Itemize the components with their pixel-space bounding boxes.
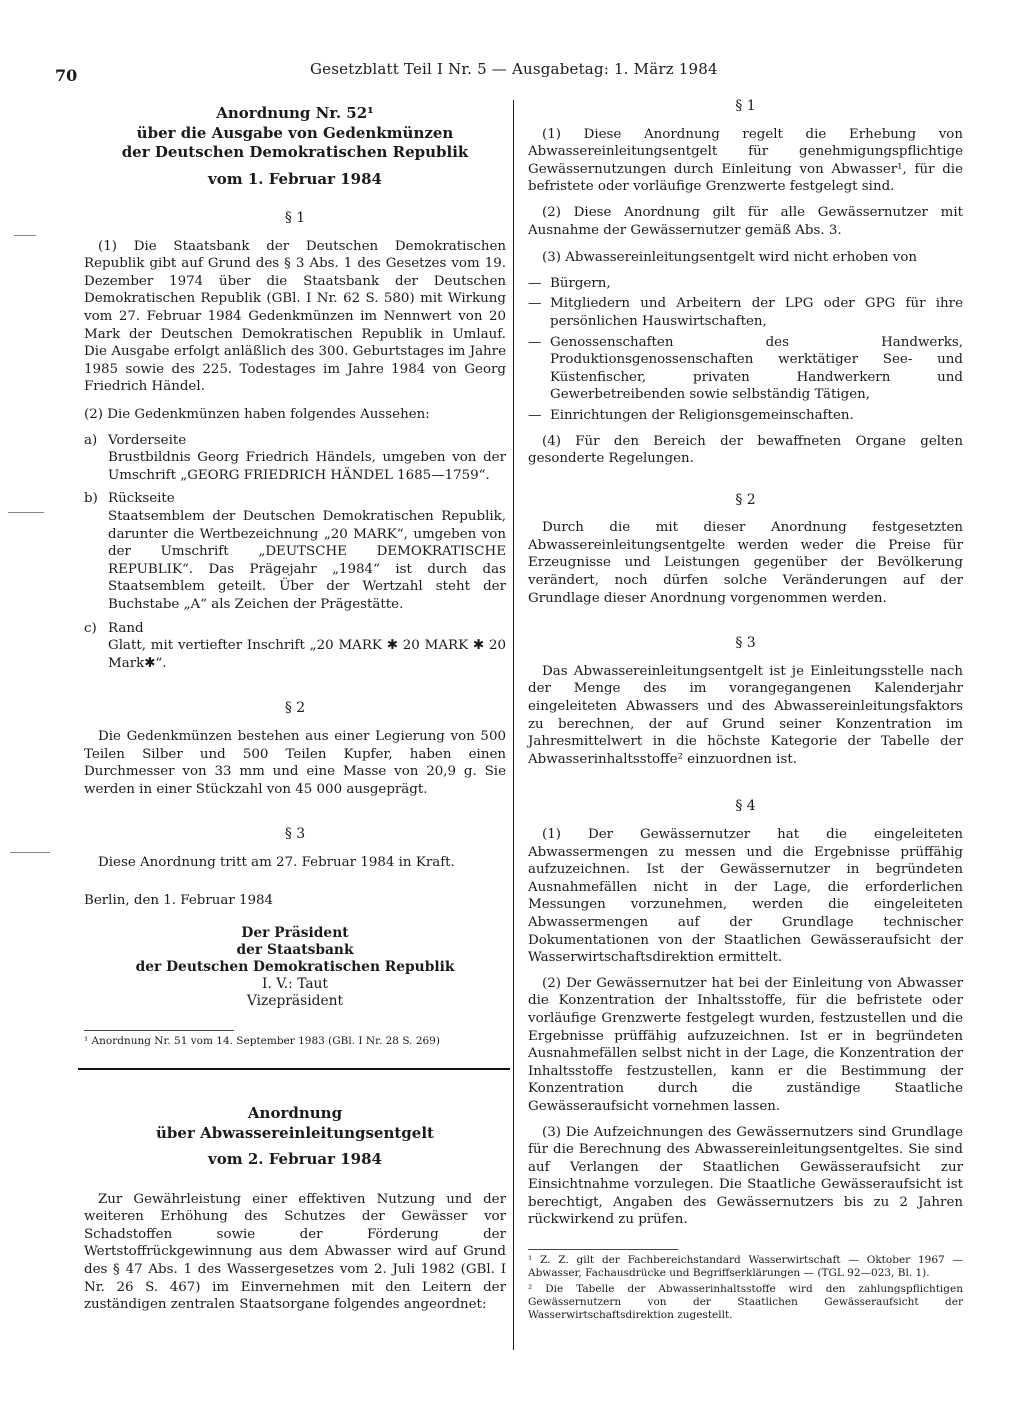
doc2-footnote-1: ¹ Z. Z. gilt der Fachbereichstandard Wasserwirtschaft — Oktober 1967 — Abwasser, Fachausdrücke und Begriffserklärungen — (TGL 92—023, Bl. 1).: [528, 1254, 963, 1280]
doc2-section-2-heading: § 2: [735, 491, 756, 508]
signature-line: I. V.: Taut: [262, 976, 328, 993]
doc2-section-3-heading: § 3: [735, 635, 756, 652]
page-number: 70: [55, 66, 78, 85]
signature-line: der Deutschen Demokratischen Republik: [135, 959, 455, 976]
exemption-list-item: [528, 407, 963, 425]
doc2-title: [84, 1104, 506, 1143]
list-item-text: Genossenschaften des Handwerks, Produktionsgenossenschaften werktätiger See- und Küstenfischer, privaten Handwerkern und Gewerbetreibenden sowie selbständig Tätigen,: [550, 334, 963, 403]
place-date: Berlin, den 1. Februar 1984: [84, 892, 274, 908]
coin-side-item: [84, 620, 506, 673]
footnote-rule: [528, 1249, 678, 1250]
dash-bullet: —: [528, 275, 542, 291]
item-body: [108, 620, 506, 673]
dash-bullet: —: [528, 407, 542, 423]
exemption-list-item: [528, 334, 963, 404]
signature-line: Der Präsident: [241, 925, 349, 942]
doc1-s2-para: Die Gedenkmünzen bestehen aus einer Legierung von 500 Teilen Silber und 500 Teilen Kupfer, haben einen Durchmesser von 33 mm und eine Masse von 20,9 g. Sie werden in einer Stückzahl von 45 000 ausgeprägt.: [84, 728, 506, 797]
left-column: [84, 104, 506, 1322]
margin-mark: [10, 852, 50, 853]
item-text: Brustbildnis Georg Friedrich Händels, umgeben von der Umschrift „GEORG FRIEDRICH HÄNDEL 1685—1759“.: [108, 450, 506, 483]
doc1-s3-para: Diese Anordnung tritt am 27. Februar 1984 in Kraft.: [98, 854, 455, 870]
doc1-s1-para-1: (1) Die Staatsbank der Deutschen Demokratischen Republik gibt auf Grund des § 3 Abs. 1 des Gesetzes vom 19. Dezember 1974 über die Staatsbank der Deutschen Demokratischen Republik (GBl. I Nr. 62 S. 580) mit Wirkung vom 27. Februar 1984 Gedenkmünzen im Nennwert von 20 Mark der Deutschen Demokratischen Republik in Umlauf. Die Ausgabe erfolgt anläßlich des 300. Geburtstages im Jahre 1985 sowie des 225. Todestages im Jahre 1984 von Georg Friedrich Händel.: [84, 238, 506, 395]
item-title: Rückseite: [108, 491, 175, 507]
margin-mark: [8, 512, 44, 513]
item-text: Glatt, mit vertiefter Inschrift „20 MARK ✱ 20 MARK ✱ 20 Mark✱“.: [108, 638, 506, 671]
doc1-title: [84, 104, 506, 163]
item-text: Staatsemblem der Deutschen Demokratischen Republik, darunter die Wertbezeichnung „20 MARK“, umgeben von der Umschrift „DEUTSCHE DEMOKRATISCHE REPUBLIK“. Das Prägejahr „1984“ ist durch das Staatsemblem geteilt. Über der Wertzahl steht der Buchstabe „A“ als Zeichen der Prägestätte.: [108, 509, 506, 612]
doc2-section-1-heading: § 1: [735, 98, 756, 114]
doc2-s1-para-1: (1) Diese Anordnung regelt die Erhebung von Abwassereinleitungsentgelt für genehmigungspflichtige Gewässernutzungen durch Einleitung von Abwasser¹, für die befristete oder vorläufige Grenzwerte festgelegt sind.: [528, 126, 963, 195]
list-item-text: Mitgliedern und Arbeitern der LPG oder GPG für ihre persönlichen Hauswirtschaften,: [550, 296, 963, 329]
item-label: c): [84, 620, 97, 636]
doc2-s1-para-3: (3) Abwassereinleitungsentgelt wird nicht erhoben von: [542, 250, 918, 266]
running-header: Gesetzblatt Teil I Nr. 5 — Ausgabetag: 1. März 1984: [310, 60, 718, 78]
signature-line: Vizepräsident: [246, 993, 344, 1010]
signature-block: [84, 925, 506, 1010]
doc2-s1-para-4: (4) Für den Bereich der bewaffneten Organe gelten gesonderte Regelungen.: [528, 433, 963, 467]
doc1-section-1-heading: § 1: [284, 210, 306, 227]
margin-mark: [14, 235, 36, 236]
doc2-s4-para-2: (2) Der Gewässernutzer hat bei der Einleitung von Abwasser die Konzentration der Inhaltsstoffe, für die befristete oder vorläufige Grenzwerte festgelegt wurden, festzustellen und die Ergebnisse prüffähig aufzuzeichnen. Ist er in begründeten Ausnahmefällen selbst nicht in der Lage, die Konzentration der Inhaltsstoffe festzustellen, kann er die Bestimmung der Konzentration durch die zuständige Staatliche Gewässeraufsicht vornehmen lassen.: [528, 975, 963, 1114]
doc2-date: vom 2. Februar 1984: [208, 1150, 382, 1169]
column-divider: [513, 100, 514, 1350]
doc2-title-line: Anordnung: [247, 1104, 343, 1123]
doc2-s1-para-2: (2) Diese Anordnung gilt für alle Gewässernutzer mit Ausnahme der Gewässernutzer gemäß Abs. 3.: [528, 204, 963, 238]
item-body: [108, 432, 506, 485]
list-item-text: Bürgern,: [550, 275, 611, 291]
document-separator: [78, 1068, 510, 1070]
doc2-s4-para-3: (3) Die Aufzeichnungen des Gewässernutzers sind Grundlage für die Berechnung des Abwassereinleitungsentgeltes. Sie sind auf Verlangen der Staatlichen Gewässeraufsicht zur Einsichtnahme vorzulegen. Die Staatliche Gewässeraufsicht ist berechtigt, Angaben des Gewässernutzers bis zu 2 Jahren rückwirkend zu prüfen.: [528, 1124, 963, 1228]
doc1-s1-para-2: (2) Die Gedenkmünzen haben folgendes Aussehen:: [84, 407, 430, 423]
footnote-rule: [84, 1030, 234, 1031]
item-label: b): [84, 491, 98, 507]
item-title: Rand: [108, 620, 144, 636]
exemption-list-item: [528, 295, 963, 330]
dash-bullet: —: [528, 296, 542, 312]
doc2-footnote-2: ² Die Tabelle der Abwasserinhaltsstoffe wird den zahlungspflichtigen Gewässernutzern von der Staatlichen Gewässeraufsicht der Wasserwirtschaftsdirektion zugestellt.: [528, 1283, 963, 1322]
doc1-title-line: der Deutschen Demokratischen Republik: [121, 143, 469, 161]
doc2-s2-para: Durch die mit dieser Anordnung festgesetzten Abwassereinleitungsentgelte werden weder die Preise für Erzeugnisse und Leistungen gegenüber der Bevölkerung verändert, noch dürfen solche Veränderungen auf der Grundlage dieser Anordnung vorgenommen werden.: [528, 520, 963, 606]
doc2-section-4-heading: § 4: [735, 798, 756, 815]
doc2-title-line: über Abwassereinleitungsentgelt: [156, 1123, 434, 1142]
doc2-preamble: Zur Gewährleistung einer effektiven Nutzung und der weiteren Erhöhung des Schutzes der Gewässer vor Schadstoffen sowie der Förderung der Wertstoffrückgewinnung aus dem Abwasser wird auf Grund des § 47 Abs. 1 des Wassergesetzes vom 2. Juli 1982 (GBl. I Nr. 26 S. 467) im Einvernehmen mit den Leitern der zuständigen zentralen Staatsorgane folgendes angeordnet:: [84, 1191, 506, 1313]
doc2-s3-para: Das Abwassereinleitungsentgelt ist je Einleitungsstelle nach der Menge des im vorangegangenen Kalenderjahr eingeleiteten Abwassers und des Abwassereinleitungsfaktors zu berechnen, der auf Grund seiner Konzentration im Jahresmittelwert in die höchste Kategorie der Tabelle der Abwasserinhaltsstoffe² einzuordnen ist.: [528, 663, 963, 767]
right-column: [528, 98, 963, 1325]
dash-bullet: —: [528, 334, 542, 350]
exemption-list-item: [528, 275, 963, 293]
doc1-date: vom 1. Februar 1984: [208, 169, 382, 188]
coin-side-item: [84, 432, 506, 485]
doc1-section-3-heading: § 3: [284, 826, 306, 843]
coin-side-item: [84, 490, 506, 613]
item-label: a): [84, 432, 98, 448]
doc1-footnote: ¹ Anordnung Nr. 51 vom 14. September 1983 (GBl. I Nr. 28 S. 269): [84, 1035, 440, 1048]
doc1-title-line: Anordnung Nr. 52¹: [216, 104, 374, 122]
signature-line: der Staatsbank: [236, 942, 354, 959]
list-item-text: Einrichtungen der Religionsgemeinschaften.: [550, 407, 854, 423]
item-body: [108, 490, 506, 613]
doc1-title-line: über die Ausgabe von Gedenkmünzen: [136, 123, 454, 142]
item-title: Vorderseite: [108, 432, 187, 448]
doc2-s4-para-1: (1) Der Gewässernutzer hat die eingeleiteten Abwassermengen zu messen und die Ergebnisse prüffähig aufzuzeichnen. Ist der Gewässernutzer in begründeten Ausnahmefällen nicht in der Lage, die erforderlichen Messungen vorzunehmen, werden die eingeleiteten Abwassermengen auf der Grundlage technischer Dokumentationen von der Staatlichen Gewässeraufsicht der Wasserwirtschaftsdirektion ermittelt.: [528, 827, 963, 966]
doc1-section-2-heading: § 2: [284, 700, 306, 717]
